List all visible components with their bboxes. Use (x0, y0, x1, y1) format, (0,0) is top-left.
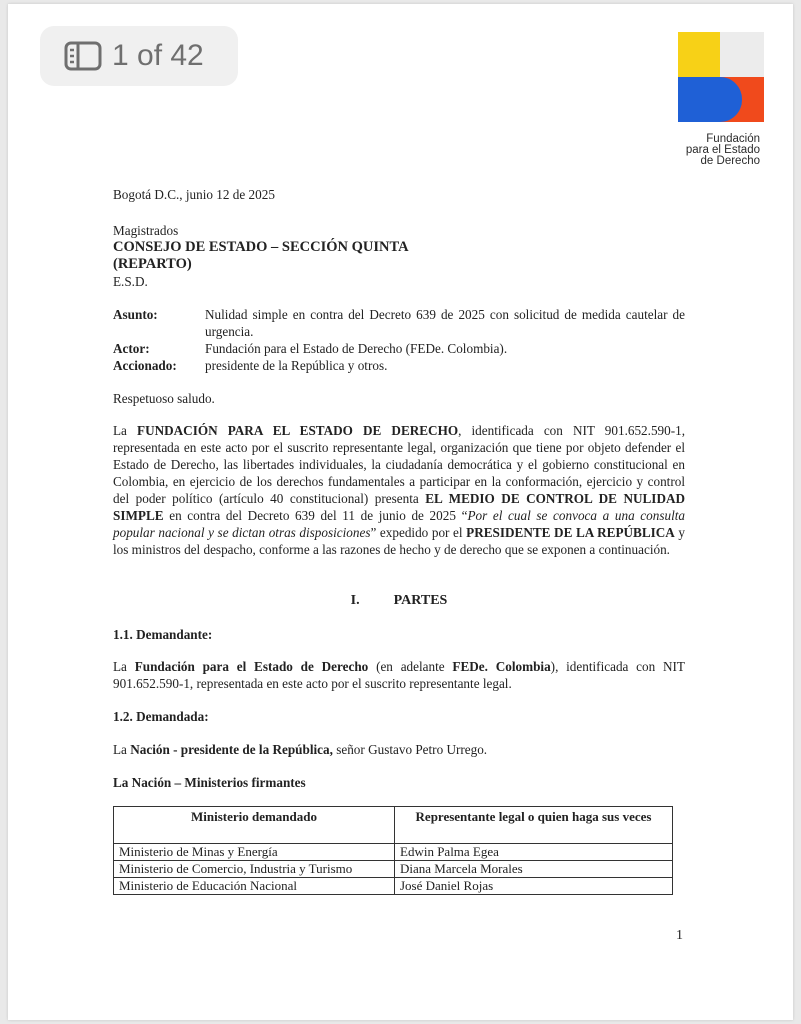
table-cell: Ministerio de Educación Nacional (114, 878, 395, 895)
table-cell: Ministerio de Comercio, Industria y Turismo (114, 861, 395, 878)
subject-row-asunto: Asunto: Nulidad simple en contra del Decreto 639 de 2025 con solicitud de medida cautelar de urgencia. (113, 307, 685, 339)
recipient-line: Magistrados (113, 223, 179, 238)
table-cell: Edwin Palma Egea (395, 844, 673, 861)
table-cell: José Daniel Rojas (395, 878, 673, 895)
table-row (114, 878, 673, 895)
ministerios-heading: La Nación – Ministerios firmantes (113, 775, 306, 790)
foundation-logo (678, 32, 764, 172)
subject-block (113, 306, 685, 374)
table-cell: Ministerio de Minas y Energía (114, 844, 395, 861)
recipient-court: CONSEJO DE ESTADO – SECCIÓN QUINTA (113, 239, 409, 255)
logo-mark (678, 32, 764, 122)
page-number: 1 (676, 928, 683, 943)
logo-text: Fundación para el Estado de Derecho (685, 133, 760, 167)
intro-paragraph: La FUNDACIÓN PARA EL ESTADO DE DERECHO, identificada con NIT 901.652.590-1, representada en este acto por el suscrito representante legal, organización que tiene por objeto defender el Estado de Derecho, las libertades individuales, la ciudadanía democrática y el gobierno constitucional en Colombia, en ejercicio de los derechos fundamentales a participar en la conformación, ejercicio y control del poder político (artículo 40 constitucional) presenta EL MEDIO DE CONTROL DE NULIDAD SIMPLE en contra del Decreto 639 del 11 de junio de 2025 “Por el cual se convoca a una consulta popular nacional y se dictan otras disposiciones” expedido por el PRESIDENTE DE LA REPÚBLICA y los ministros del despacho, conforme a las razones de hecho y de derecho que se exponen a continuación. (113, 423, 686, 557)
table-header-cell: Ministerio demandado (114, 807, 395, 844)
table-header-row (114, 807, 673, 844)
sidebar-icon[interactable] (64, 41, 102, 71)
demandada-paragraph: La Nación - presidente de la República, señor Gustavo Petro Urrego. (113, 742, 488, 757)
recipient-esd: E.S.D. (113, 274, 148, 289)
section-title: PARTES (393, 593, 448, 608)
subject-row-accionado: Accionado: presidente de la República y otros. (113, 358, 388, 373)
recipient-reparto: (REPARTO) (113, 256, 192, 272)
table-row (114, 844, 673, 861)
letter-date: Bogotá D.C., junio 12 de 2025 (113, 187, 275, 202)
section-number: I. (350, 593, 360, 608)
greeting: Respetuoso saludo. (113, 391, 215, 406)
section-heading (113, 592, 685, 609)
page-count-label: 1 of 42 (112, 39, 204, 72)
demandada-heading: 1.2. Demandada: (113, 709, 209, 724)
table-cell: Diana Marcela Morales (395, 861, 673, 878)
demandante-heading: 1.1. Demandante: (113, 627, 213, 642)
ministerios-table (113, 806, 673, 895)
page-indicator[interactable] (40, 26, 238, 86)
subject-row-actor: Actor: Fundación para el Estado de Derecho (FEDe. Colombia). (113, 341, 508, 356)
recipient-block (113, 222, 685, 290)
table-row (114, 861, 673, 878)
demandante-paragraph: La Fundación para el Estado de Derecho (en adelante FEDe. Colombia), identificada con NIT 901.652.590-1, representada en este acto por el suscrito representante legal. (113, 659, 685, 691)
table-header-cell: Representante legal o quien haga sus veces (395, 807, 673, 844)
